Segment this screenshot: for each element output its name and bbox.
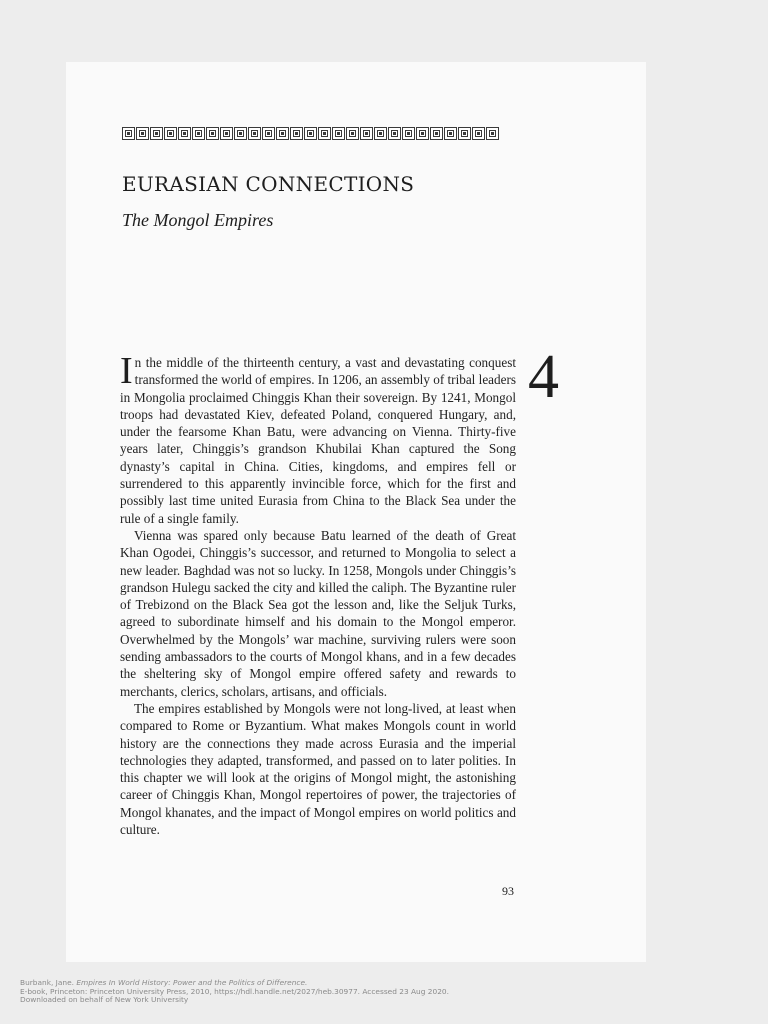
- ornament-tile: [374, 127, 387, 140]
- citation-footer: [20, 979, 449, 1005]
- ornament-tile: [290, 127, 303, 140]
- ornament-tile: [150, 127, 163, 140]
- chapter-subtitle: The Mongol Empires: [122, 210, 274, 230]
- chapter-title: EURASIAN CONNECTIONS: [122, 172, 415, 196]
- citation-title: Empires In World History: Power and the Politics of Difference.: [76, 978, 308, 987]
- ornament-tile: [206, 127, 219, 140]
- ornament-tile: [122, 127, 135, 140]
- paragraph-1: [120, 350, 516, 527]
- ornament-tile: [458, 127, 471, 140]
- ornament-tile: [346, 127, 359, 140]
- book-page: [66, 62, 646, 962]
- ornament-tile: [416, 127, 429, 140]
- ornament-tile: [472, 127, 485, 140]
- ornament-tile: [486, 127, 499, 140]
- chapter-body: [120, 350, 516, 838]
- ornament-tile: [430, 127, 443, 140]
- citation-line-3: Downloaded on behalf of New York University: [20, 995, 189, 1005]
- ornament-tile: [248, 127, 261, 140]
- ornament-tile: [178, 127, 191, 140]
- citation-author: Burbank, Jane.: [20, 978, 77, 987]
- ornament-tile: [304, 127, 317, 140]
- ornament-tile: [318, 127, 331, 140]
- drop-cap: I: [120, 350, 133, 392]
- paragraph-3: The empires established by Mongols were not long-lived, at least when compared to Rome or Byzantium. What makes Mongols count in world history are the connections they made across Eurasia and the imperial technologies they adapted, transformed, and passed on to later polities. In this chapter we will look at the origins of Mongol might, the astonishing career of Chinggis Khan, Mongol repertoires of power, the trajectories of Mongol khanates, and the impact of Mongol empires on world politics and culture.: [120, 700, 516, 838]
- chapter-ornament-band: [122, 127, 499, 140]
- ornament-tile: [234, 127, 247, 140]
- page-number: 93: [502, 884, 514, 898]
- ornament-tile: [332, 127, 345, 140]
- ornament-tile: [262, 127, 275, 140]
- ornament-tile: [444, 127, 457, 140]
- chapter-number: 4: [528, 343, 559, 411]
- ornament-tile: [164, 127, 177, 140]
- ornament-tile: [402, 127, 415, 140]
- ornament-tile: [192, 127, 205, 140]
- ornament-tile: [136, 127, 149, 140]
- ornament-tile: [220, 127, 233, 140]
- paragraph-2: Vienna was spared only because Batu learned of the death of Great Khan Ogodei, Chinggis’s successor, and returned to Mongolia to select a new leader. Baghdad was not so lucky. In 1258, Mongols under Chinggis’s grandson Hulegu sacked the city and killed the caliph. The Byzantine ruler of Trebizond on the Black Sea got the lesson and, like the Seljuk Turks, agreed to subordinate himself and his domain to the Mongol emperor. Overwhelmed by the Mongols’ war machine, surviving rulers were soon sending ambassadors to the courts of Mongol khans, and in a few decades the sheltering sky of Mongol empire offered safety and rewards to merchants, clerics, scholars, artisans, and officials.: [120, 527, 516, 699]
- ornament-tile: [360, 127, 373, 140]
- citation-line-2: E-book, Princeton: Princeton University Press, 2010, https://hdl.handle.net/2027/heb.30977. Accessed 23 Aug 2020.: [20, 986, 449, 996]
- ornament-tile: [388, 127, 401, 140]
- ornament-tile: [276, 127, 289, 140]
- paragraph-1-text: n the middle of the thirteenth century, a vast and devastating conquest transformed the world of empires. In 1206, an assembly of tribal leaders in Mongolia proclaimed Chinggis Khan their sovereign. By 1241, Mongol troops had devastated Kiev, defeated Poland, conquered Hungary, and, under the fearsome Khan Batu, were advancing on Vienna. Thirty-five years later, Chinggis’s grandson Khubilai Khan captured the Song dynasty’s capital in China. Cities, kingdoms, and empires fell or surrendered to this apparently invincible force, which for the first and possibly last time united Eurasia from China to the Black Sea under the rule of a single family.: [120, 355, 516, 526]
